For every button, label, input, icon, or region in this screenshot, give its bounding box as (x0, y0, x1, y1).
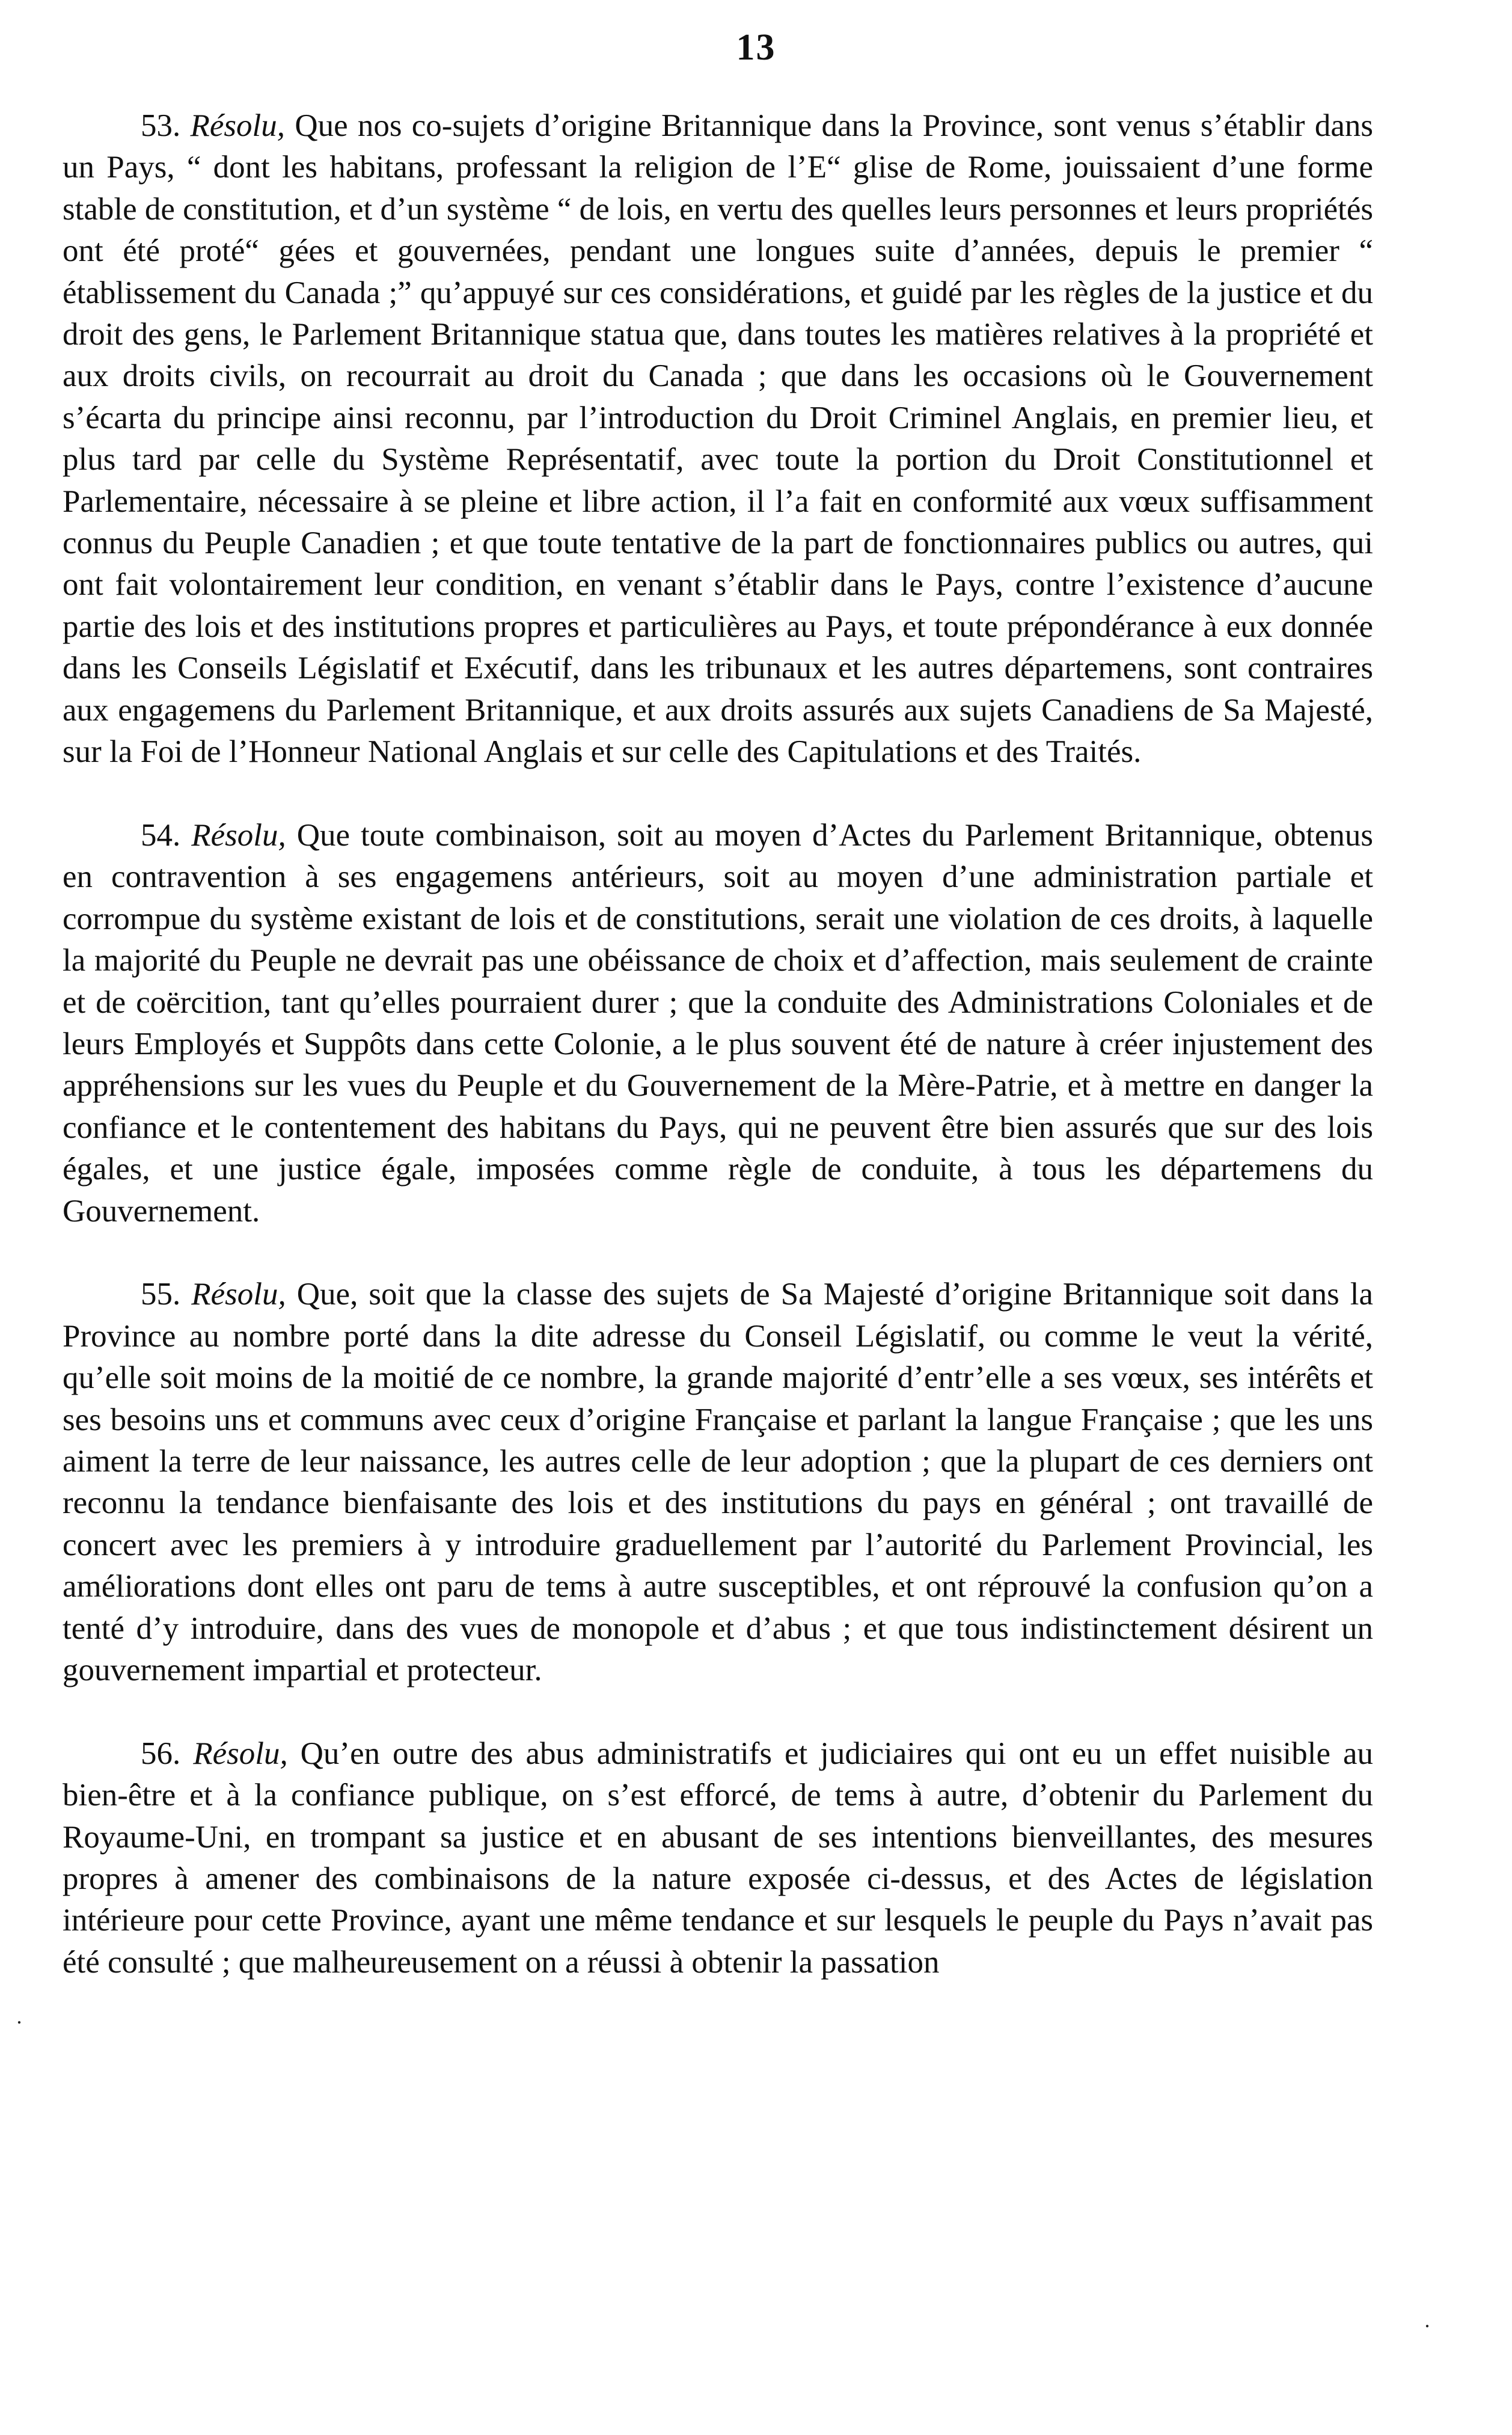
resolution-paragraph-54 (63, 815, 1373, 1232)
resolution-paragraph-53 (63, 105, 1373, 773)
resolution-text: Que nos co-sujets d’origine Britannique dans la Province, sont venus s’établir dans un Pays, “ dont les habitans, professant la religion de l’E“ glise de Rome, jouissaient d’une forme stable de constitution, et d’un système “ de lois, en vertu des quelles leurs personnes et leurs propriétés ont été proté“ gées et gouvernées, pendant une longues suite d’années, depuis le premier “ établissement du Canada ;” qu’appuyé sur ces considérations, et guidé par les règles de la justice et du droit des gens, le Parlement Britannique statua que, dans toutes les matières relatives à la propriété et aux droits civils, on recourrait au droit du Canada ; que dans les occasions où le Gouvernement s’écarta du principe ainsi reconnu, par l’introduction du Droit Criminel Anglais, en premier lieu, et plus tard par celle du Système Représentatif, avec toute la portion du Droit Constitutionnel et Parlementaire, nécessaire à se pleine et libre action, il l’a fait en conformité aux vœux suffisamment connus du Peuple Canadien ; et que toute tentative de la part de fonctionnaires publics ou autres, qui ont fait volontairement leur condition, en venant s’établir dans le Pays, contre l’existence d’aucune partie des lois et des institutions propres et particulières au Pays, et toute prépondérance à eux donnée dans les Conseils Législatif et Exécutif, dans les tribunaux et les autres départemens, sont contraires aux engagemens du Parlement Britannique, et aux droits assurés aux sujets Canadiens de Sa Majesté, sur la Foi de l’Honneur National Anglais et sur celle des Capitulations et des Traités. (63, 108, 1374, 770)
resolution-keyword: Résolu, (193, 1736, 288, 1771)
resolution-text: Que toute combinaison, soit au moyen d’Actes du Parlement Britannique, obtenus en contravention à ses engagemens antérieurs, soit au moyen d’une administration partiale et corrompue du système existant de lois et de constitutions, serait une violation de ces droits, à laquelle la majorité du Peuple ne devrait pas une obéissance de choix et d’affection, mais seulement de crainte et de coërcition, tant qu’elles pourraient durer ; que la conduite des Administrations Coloniales et de leurs Employés et Suppôts dans cette Colonie, a le plus souvent été de nature à créer injustement des appréhensions sur les vues du Peuple et du Gouvernement de la Mère-Patrie, et à mettre en danger la confiance et le contentement des habitans du Pays, qui ne peuvent être bien assurés que sur des lois égales, et une justice égale, imposées comme règle de conduite, à tous les départemens du Gouvernement. (63, 817, 1374, 1229)
resolution-paragraph-55 (63, 1274, 1373, 1691)
resolution-text: Que, soit que la classe des sujets de Sa Majesté d’origine Britannique soit dans la Province au nombre porté dans la dite adresse du Conseil Législatif, ou comme le veut la vérité, qu’elle soit moins de la moitié de ce nombre, la grande majorité d’entr’elle a ses vœux, ses intérêts et ses besoins uns et communs avec ceux d’origine Française et parlant la langue Française ; que les uns aiment la terre de leur naissance, les autres celle de leur adoption ; que la plupart de ces derniers ont reconnu la tendance bienfaisante des lois et des institutions du pays en général ; ont travaillé de concert avec les premiers à y introduire graduellement par l’autorité du Parlement Provincial, les améliorations dont elles ont paru de tems à autre susceptibles, et ont réprouvé la confusion qu’on a tenté d’y introduire, dans des vues de monopole et d’abus ; et que tous indistinctement désirent un gouvernement impartial et protecteur. (63, 1277, 1374, 1687)
margin-mark-right: · (1424, 2314, 1431, 2338)
resolution-number: 54. (141, 817, 181, 853)
resolution-number: 55. (141, 1277, 181, 1312)
resolution-number: 56. (141, 1736, 181, 1771)
resolution-text: Qu’en outre des abus administratifs et judiciaires qui ont eu un effet nuisible au bien-être et à la confiance publique, on s’est efforcé, de tems à autre, d’obtenir du Parlement du Royaume-Uni, en trompant sa justice et en abusant de ses intentions bienveillantes, des mesures propres à amener des combinaisons de la nature exposée ci-dessus, et des Actes de législation intérieure pour cette Province, ayant une même tendance et sur lesquels le peuple du Pays n’avait pas été consulté ; que malheureusement on a réussi à obtenir la passation (63, 1736, 1374, 1980)
resolution-keyword: Résolu, (191, 1277, 286, 1312)
page-number: 13 (736, 27, 776, 68)
resolution-keyword: Résolu, (190, 108, 286, 143)
resolution-number: 53. (141, 108, 181, 143)
margin-mark-left: · (16, 2010, 23, 2034)
text-column (63, 105, 1373, 1983)
resolution-keyword: Résolu, (191, 817, 286, 853)
resolution-paragraph-56 (63, 1733, 1373, 1983)
